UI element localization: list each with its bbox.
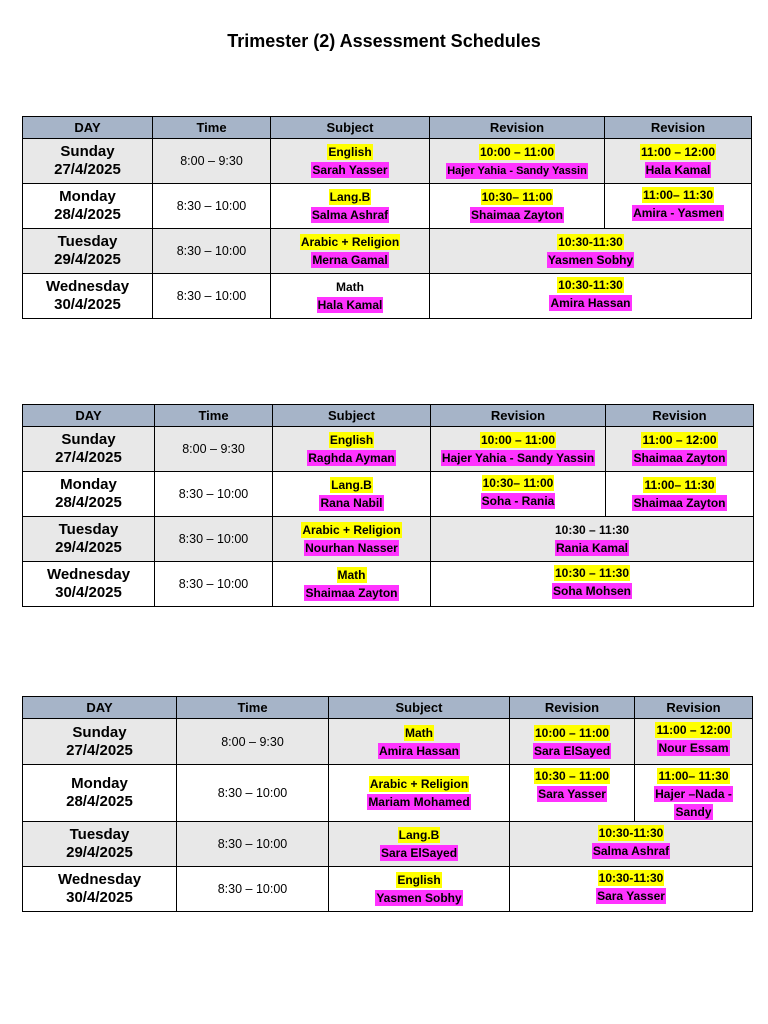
subject-cell: Math Amira Hassan xyxy=(329,719,510,765)
header-day: DAY xyxy=(23,697,177,719)
schedule-table-3 xyxy=(22,696,753,912)
day-cell: Monday 28/4/2025 xyxy=(23,184,153,229)
subject-cell: Arabic + Religion Mariam Mohamed xyxy=(329,765,510,822)
table-header-row xyxy=(23,405,754,427)
day-cell: Tuesday 29/4/2025 xyxy=(23,229,153,274)
subject-cell: Lang.B Sara ElSayed xyxy=(329,822,510,867)
subject-cell: Lang.B Rana Nabil xyxy=(273,472,431,517)
header-revision: Revision xyxy=(430,117,605,139)
day-cell: Wednesday 30/4/2025 xyxy=(23,867,177,912)
revision-cell: 10:30– 11:00 Shaimaa Zayton xyxy=(430,184,605,229)
header-day: DAY xyxy=(23,117,153,139)
revision-cell: 10:30– 11:00 Soha - Rania xyxy=(431,472,606,517)
revision-cell: 10:30-11:30 Salma Ashraf xyxy=(510,822,753,867)
table-row xyxy=(23,472,754,517)
table-row xyxy=(23,229,752,274)
header-time: Time xyxy=(155,405,273,427)
day-cell: Sunday 27/4/2025 xyxy=(23,139,153,184)
revision-cell: 10:30-11:30 Yasmen Sobhy xyxy=(430,229,752,274)
schedule-table-2 xyxy=(22,404,754,607)
header-revision: Revision xyxy=(606,405,754,427)
time-cell: 8:30 – 10:00 xyxy=(153,274,271,319)
table-row xyxy=(23,427,754,472)
table-row xyxy=(23,765,753,822)
schedule-table-1 xyxy=(22,116,752,319)
header-day: DAY xyxy=(23,405,155,427)
table-row xyxy=(23,867,753,912)
table-header-row xyxy=(23,117,752,139)
day-cell: Wednesday 30/4/2025 xyxy=(23,274,153,319)
revision-cell: 10:30 – 11:30 Rania Kamal xyxy=(431,517,754,562)
revision-cell: 10:00 – 11:00 Hajer Yahia - Sandy Yassin xyxy=(430,139,605,184)
header-subject: Subject xyxy=(329,697,510,719)
revision-cell: 11:00 – 12:00 Shaimaa Zayton xyxy=(606,427,754,472)
day-cell: Tuesday 29/4/2025 xyxy=(23,517,155,562)
revision-cell: 10:30-11:30 Amira Hassan xyxy=(430,274,752,319)
time-cell: 8:00 – 9:30 xyxy=(177,719,329,765)
subject-cell: Math Hala Kamal xyxy=(271,274,430,319)
revision-cell: 11:00 – 12:00 Hala Kamal xyxy=(605,139,752,184)
header-time: Time xyxy=(177,697,329,719)
header-time: Time xyxy=(153,117,271,139)
revision-cell: 11:00– 11:30 Amira - Yasmen xyxy=(605,184,752,229)
revision-cell: 10:00 – 11:00 Sara ElSayed xyxy=(510,719,635,765)
table-row xyxy=(23,139,752,184)
revision-cell: 11:00– 11:30 Shaimaa Zayton xyxy=(606,472,754,517)
time-cell: 8:00 – 9:30 xyxy=(155,427,273,472)
revision-cell: 10:30 – 11:30 Soha Mohsen xyxy=(431,562,754,607)
subject-cell: Arabic + Religion Merna Gamal xyxy=(271,229,430,274)
day-cell: Monday 28/4/2025 xyxy=(23,765,177,822)
day-cell: Wednesday 30/4/2025 xyxy=(23,562,155,607)
header-revision: Revision xyxy=(635,697,753,719)
header-revision: Revision xyxy=(605,117,752,139)
time-cell: 8:30 – 10:00 xyxy=(155,517,273,562)
table-header-row xyxy=(23,697,753,719)
revision-cell: 10:00 – 11:00 Hajer Yahia - Sandy Yassin xyxy=(431,427,606,472)
day-cell: Monday 28/4/2025 xyxy=(23,472,155,517)
page-title: Trimester (2) Assessment Schedules xyxy=(227,31,541,51)
table-row xyxy=(23,562,754,607)
time-cell: 8:30 – 10:00 xyxy=(177,765,329,822)
subject-cell: Lang.B Salma Ashraf xyxy=(271,184,430,229)
subject-cell: English Raghda Ayman xyxy=(273,427,431,472)
table-row xyxy=(23,517,754,562)
table-row xyxy=(23,184,752,229)
header-revision: Revision xyxy=(510,697,635,719)
revision-cell: 10:30-11:30 Sara Yasser xyxy=(510,867,753,912)
time-cell: 8:30 – 10:00 xyxy=(153,184,271,229)
subject-cell: English Yasmen Sobhy xyxy=(329,867,510,912)
table-row xyxy=(23,274,752,319)
subject-cell: Math Shaimaa Zayton xyxy=(273,562,431,607)
header-subject: Subject xyxy=(271,117,430,139)
day-cell: Sunday 27/4/2025 xyxy=(23,719,177,765)
table-row xyxy=(23,822,753,867)
time-cell: 8:30 – 10:00 xyxy=(177,867,329,912)
table-row xyxy=(23,719,753,765)
time-cell: 8:30 – 10:00 xyxy=(153,229,271,274)
header-subject: Subject xyxy=(273,405,431,427)
day-cell: Sunday 27/4/2025 xyxy=(23,427,155,472)
time-cell: 8:30 – 10:00 xyxy=(155,562,273,607)
subject-cell: Arabic + Religion Nourhan Nasser xyxy=(273,517,431,562)
header-revision: Revision xyxy=(431,405,606,427)
subject-cell: English Sarah Yasser xyxy=(271,139,430,184)
revision-cell: 11:00– 11:30 Hajer –Nada - Sandy xyxy=(635,765,753,822)
day-cell: Tuesday 29/4/2025 xyxy=(23,822,177,867)
time-cell: 8:00 – 9:30 xyxy=(153,139,271,184)
revision-cell: 10:30 – 11:00 Sara Yasser xyxy=(510,765,635,822)
time-cell: 8:30 – 10:00 xyxy=(177,822,329,867)
time-cell: 8:30 – 10:00 xyxy=(155,472,273,517)
revision-cell: 11:00 – 12:00 Nour Essam xyxy=(635,719,753,765)
